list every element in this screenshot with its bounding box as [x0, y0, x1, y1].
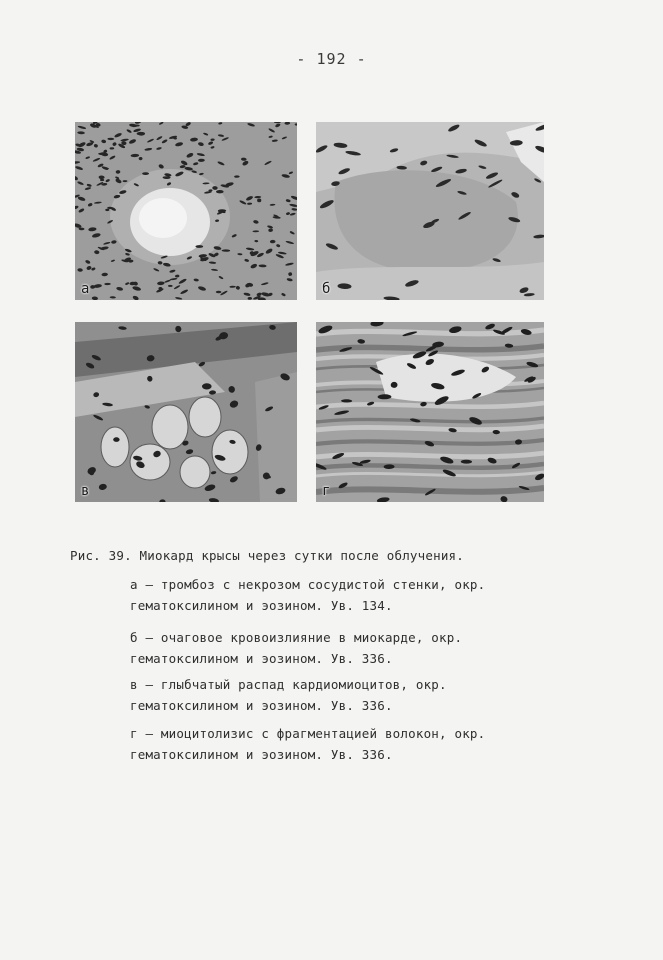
muscle-fibre [316, 426, 544, 430]
cell-nucleus [113, 437, 119, 442]
caption-item-a: а – тромбоз с некрозом сосудистой стенки, окр. гематоксилином и эозином. Ув. 134. [130, 577, 486, 613]
micrograph-plate-d [316, 322, 544, 502]
plate-label-a: а [81, 281, 90, 297]
caption-item-c: в – глыбчатый распад кардиомиоцитов, окр. гематоксилином и эозином. Ув. 336. [130, 677, 447, 713]
page-number: - 192 - [296, 50, 367, 68]
muscle-fibre [316, 453, 544, 457]
plate-label-d: г [322, 483, 331, 499]
micrograph-plate-a [75, 122, 297, 300]
micrograph-d-image [316, 322, 544, 502]
micrograph-a-image [75, 122, 297, 300]
cell-nucleus [216, 291, 222, 294]
micrograph-plate-c [75, 322, 297, 502]
micrograph-b-image [316, 122, 544, 300]
cell-nucleus [100, 179, 104, 181]
plate-label-b: б [322, 281, 331, 297]
plate-label-c: в [81, 483, 90, 499]
micrograph-plate-b [316, 122, 544, 300]
micrograph-c-image [75, 322, 297, 502]
muscle-fibre [316, 330, 544, 334]
cell-nucleus [216, 190, 224, 193]
caption-item-b: б – очаговое кровоизлияние в миокарде, окр. гематоксилином и эозином. Ув. 336. [130, 630, 463, 666]
caption-item-d: г – миоцитолизис с фрагментацией волокон, окр. гематоксилином и эозином. Ув. 336. [130, 726, 486, 762]
figure-caption-title: Рис. 39. Миокард крысы через сутки после облучения. [70, 548, 465, 563]
